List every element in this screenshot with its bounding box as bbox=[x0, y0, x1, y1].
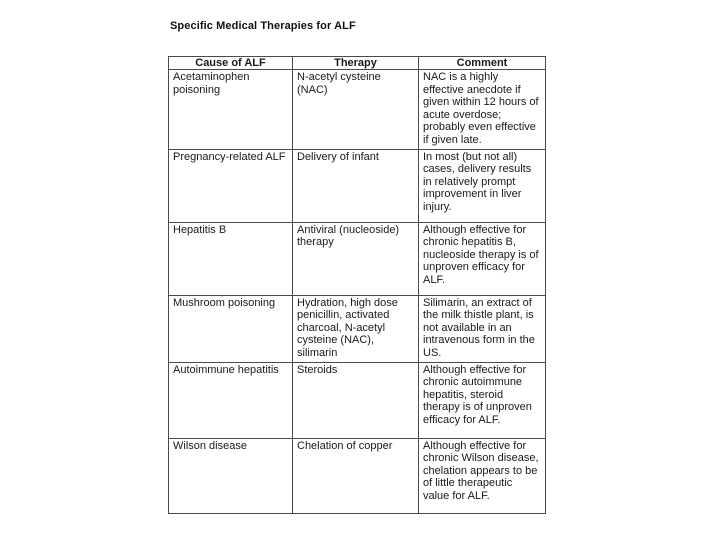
table-row bbox=[169, 295, 546, 362]
therapy-cell: Delivery of infant bbox=[293, 149, 419, 222]
table-header-row bbox=[169, 57, 546, 70]
cause-cell: Mushroom poisoning bbox=[169, 295, 293, 362]
table-row bbox=[169, 438, 546, 513]
cause-cell: Autoimmune hepatitis bbox=[169, 362, 293, 438]
table-body bbox=[169, 70, 546, 514]
therapy-cell: Chelation of copper bbox=[293, 438, 419, 513]
cause-cell: Hepatitis B bbox=[169, 222, 293, 295]
table-row bbox=[169, 70, 546, 150]
comment-cell: Although effective for chronic hepatitis B, nucleoside therapy is of unproven efficacy for ALF. bbox=[419, 222, 546, 295]
column-header-cause: Cause of ALF bbox=[169, 57, 293, 70]
page-title: Specific Medical Therapies for ALF bbox=[170, 20, 356, 32]
therapy-cell: Antiviral (nucleoside) therapy bbox=[293, 222, 419, 295]
comment-cell: Although effective for chronic Wilson disease, chelation appears to be of little therapeutic value for ALF. bbox=[419, 438, 546, 513]
table-row bbox=[169, 222, 546, 295]
table-row bbox=[169, 362, 546, 438]
therapy-cell: Steroids bbox=[293, 362, 419, 438]
table-row bbox=[169, 149, 546, 222]
therapies-table bbox=[168, 56, 546, 514]
column-header-comment: Comment bbox=[419, 57, 546, 70]
comment-cell: NAC is a highly effective anecdote if given within 12 hours of acute overdose; probably even effective if given late. bbox=[419, 70, 546, 150]
column-header-therapy: Therapy bbox=[293, 57, 419, 70]
cause-cell: Pregnancy-related ALF bbox=[169, 149, 293, 222]
cause-cell: Wilson disease bbox=[169, 438, 293, 513]
therapy-cell: Hydration, high dose penicillin, activated charcoal, N-acetyl cysteine (NAC), silimarin bbox=[293, 295, 419, 362]
comment-cell: Silimarin, an extract of the milk thistle plant, is not available in an intravenous form in the US. bbox=[419, 295, 546, 362]
cause-cell: Acetaminophen poisoning bbox=[169, 70, 293, 150]
comment-cell: Although effective for chronic autoimmune hepatitis, steroid therapy is of unproven efficacy for ALF. bbox=[419, 362, 546, 438]
therapy-cell: N-acetyl cysteine (NAC) bbox=[293, 70, 419, 150]
comment-cell: In most (but not all) cases, delivery results in relatively prompt improvement in liver injury. bbox=[419, 149, 546, 222]
